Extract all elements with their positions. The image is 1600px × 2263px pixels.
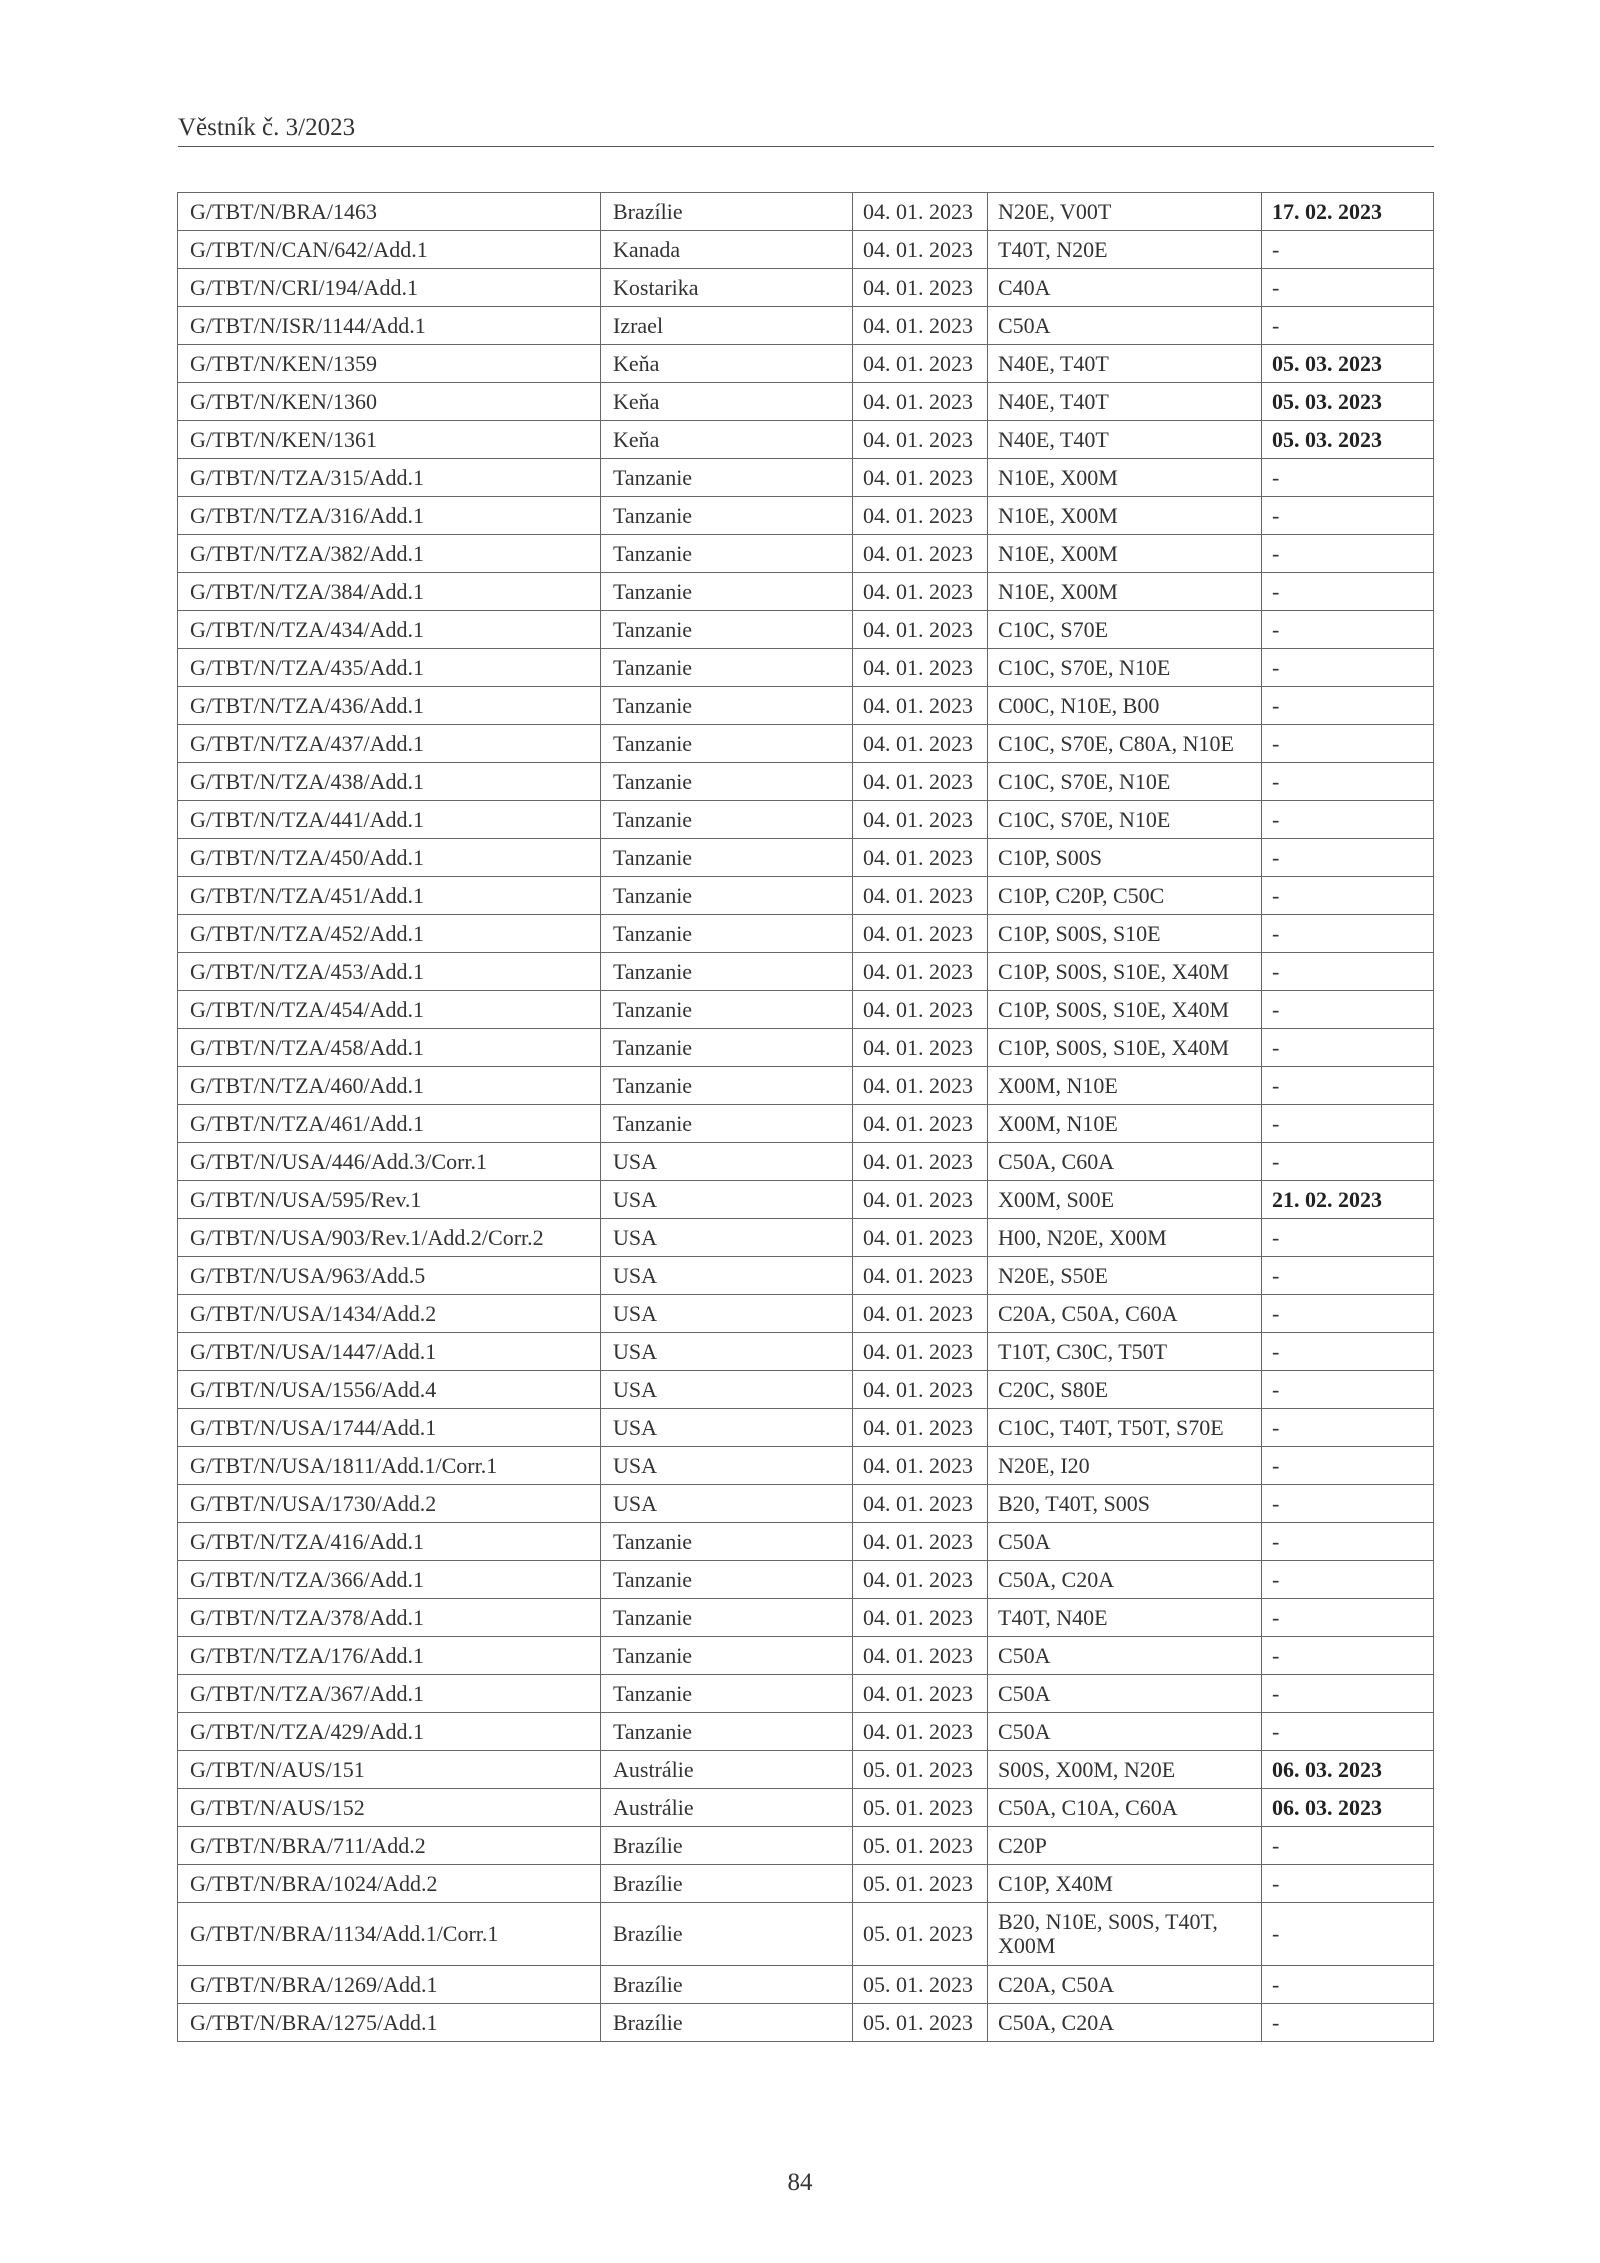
notification-code-cell: G/TBT/N/KEN/1359 xyxy=(178,345,601,383)
product-codes-cell: C50A xyxy=(988,1713,1262,1751)
notification-code-cell: G/TBT/N/TZA/316/Add.1 xyxy=(178,497,601,535)
table-row xyxy=(178,421,1434,459)
product-codes-cell: C10C, S70E, N10E xyxy=(988,763,1262,801)
date-cell: 04. 01. 2023 xyxy=(853,687,988,725)
country-cell: Tanzanie xyxy=(601,459,853,497)
country-cell: Tanzanie xyxy=(601,915,853,953)
notification-code-cell: G/TBT/N/CRI/194/Add.1 xyxy=(178,269,601,307)
date-cell: 04. 01. 2023 xyxy=(853,193,988,231)
deadline-cell: - xyxy=(1262,307,1434,345)
date-cell: 04. 01. 2023 xyxy=(853,231,988,269)
country-cell: Izrael xyxy=(601,307,853,345)
table-row xyxy=(178,1789,1434,1827)
notification-code-cell: G/TBT/N/AUS/151 xyxy=(178,1751,601,1789)
notification-code-cell: G/TBT/N/TZA/450/Add.1 xyxy=(178,839,601,877)
country-cell: USA xyxy=(601,1371,853,1409)
notification-code-cell: G/TBT/N/TZA/451/Add.1 xyxy=(178,877,601,915)
product-codes-cell: C50A xyxy=(988,1675,1262,1713)
date-cell: 04. 01. 2023 xyxy=(853,915,988,953)
product-codes-cell: C40A xyxy=(988,269,1262,307)
date-cell: 04. 01. 2023 xyxy=(853,1219,988,1257)
product-codes-cell: C50A, C60A xyxy=(988,1143,1262,1181)
country-cell: Tanzanie xyxy=(601,1561,853,1599)
notification-code-cell: G/TBT/N/USA/1730/Add.2 xyxy=(178,1485,601,1523)
table-row xyxy=(178,1181,1434,1219)
country-cell: USA xyxy=(601,1181,853,1219)
date-cell: 04. 01. 2023 xyxy=(853,1523,988,1561)
notification-code-cell: G/TBT/N/TZA/453/Add.1 xyxy=(178,953,601,991)
country-cell: Tanzanie xyxy=(601,1523,853,1561)
product-codes-cell: X00M, S00E xyxy=(988,1181,1262,1219)
date-cell: 04. 01. 2023 xyxy=(853,1713,988,1751)
country-cell: Keňa xyxy=(601,421,853,459)
product-codes-cell: B20, T40T, S00S xyxy=(988,1485,1262,1523)
table-row xyxy=(178,1599,1434,1637)
table-row xyxy=(178,839,1434,877)
notification-code-cell: G/TBT/N/CAN/642/Add.1 xyxy=(178,231,601,269)
date-cell: 04. 01. 2023 xyxy=(853,1105,988,1143)
deadline-cell: 05. 03. 2023 xyxy=(1262,421,1434,459)
deadline-cell: - xyxy=(1262,1219,1434,1257)
country-cell: Tanzanie xyxy=(601,1029,853,1067)
date-cell: 04. 01. 2023 xyxy=(853,763,988,801)
country-cell: USA xyxy=(601,1295,853,1333)
deadline-cell: - xyxy=(1262,1067,1434,1105)
product-codes-cell: C50A, C20A xyxy=(988,2004,1262,2042)
table-row xyxy=(178,915,1434,953)
country-cell: Tanzanie xyxy=(601,1067,853,1105)
table-row xyxy=(178,535,1434,573)
country-cell: Kanada xyxy=(601,231,853,269)
notification-code-cell: G/TBT/N/USA/595/Rev.1 xyxy=(178,1181,601,1219)
table-row xyxy=(178,1295,1434,1333)
deadline-cell: - xyxy=(1262,1143,1434,1181)
product-codes-cell: N40E, T40T xyxy=(988,345,1262,383)
country-cell: Tanzanie xyxy=(601,611,853,649)
country-cell: USA xyxy=(601,1219,853,1257)
deadline-cell: - xyxy=(1262,1561,1434,1599)
deadline-cell: - xyxy=(1262,459,1434,497)
deadline-cell: 06. 03. 2023 xyxy=(1262,1789,1434,1827)
product-codes-cell: C50A xyxy=(988,1523,1262,1561)
product-codes-cell: C50A xyxy=(988,1637,1262,1675)
date-cell: 04. 01. 2023 xyxy=(853,1333,988,1371)
notification-code-cell: G/TBT/N/USA/1744/Add.1 xyxy=(178,1409,601,1447)
product-codes-cell: X00M, N10E xyxy=(988,1067,1262,1105)
table-row xyxy=(178,497,1434,535)
notification-code-cell: G/TBT/N/BRA/1269/Add.1 xyxy=(178,1966,601,2004)
page-header xyxy=(178,112,1434,147)
country-cell: Tanzanie xyxy=(601,1599,853,1637)
table-row xyxy=(178,1751,1434,1789)
deadline-cell: - xyxy=(1262,1966,1434,2004)
deadline-cell: - xyxy=(1262,1903,1434,1966)
product-codes-cell: C10P, S00S, S10E, X40M xyxy=(988,1029,1262,1067)
table-row xyxy=(178,307,1434,345)
product-codes-cell: C10P, S00S, S10E, X40M xyxy=(988,991,1262,1029)
product-codes-cell: C20A, C50A, C60A xyxy=(988,1295,1262,1333)
notification-code-cell: G/TBT/N/KEN/1360 xyxy=(178,383,601,421)
product-codes-cell: N20E, I20 xyxy=(988,1447,1262,1485)
deadline-cell: - xyxy=(1262,687,1434,725)
table-row xyxy=(178,649,1434,687)
country-cell: Tanzanie xyxy=(601,801,853,839)
product-codes-cell: C50A, C20A xyxy=(988,1561,1262,1599)
table-row xyxy=(178,1257,1434,1295)
deadline-cell: - xyxy=(1262,725,1434,763)
country-cell: Tanzanie xyxy=(601,497,853,535)
date-cell: 04. 01. 2023 xyxy=(853,269,988,307)
date-cell: 04. 01. 2023 xyxy=(853,725,988,763)
notification-code-cell: G/TBT/N/AUS/152 xyxy=(178,1789,601,1827)
date-cell: 04. 01. 2023 xyxy=(853,459,988,497)
country-cell: Tanzanie xyxy=(601,991,853,1029)
country-cell: Tanzanie xyxy=(601,763,853,801)
deadline-cell: - xyxy=(1262,497,1434,535)
deadline-cell: - xyxy=(1262,915,1434,953)
product-codes-cell: C50A, C10A, C60A xyxy=(988,1789,1262,1827)
table-row xyxy=(178,269,1434,307)
deadline-cell: - xyxy=(1262,953,1434,991)
table-row xyxy=(178,1523,1434,1561)
notification-code-cell: G/TBT/N/BRA/1463 xyxy=(178,193,601,231)
date-cell: 04. 01. 2023 xyxy=(853,991,988,1029)
table-row xyxy=(178,687,1434,725)
deadline-cell: - xyxy=(1262,801,1434,839)
country-cell: Tanzanie xyxy=(601,1713,853,1751)
notification-code-cell: G/TBT/N/TZA/382/Add.1 xyxy=(178,535,601,573)
table-row xyxy=(178,231,1434,269)
date-cell: 04. 01. 2023 xyxy=(853,1447,988,1485)
date-cell: 04. 01. 2023 xyxy=(853,1067,988,1105)
journal-title: Věstník č. 3/2023 xyxy=(178,114,356,141)
product-codes-cell: T10T, C30C, T50T xyxy=(988,1333,1262,1371)
product-codes-cell: C20P xyxy=(988,1827,1262,1865)
table-row xyxy=(178,801,1434,839)
deadline-cell: - xyxy=(1262,1447,1434,1485)
product-codes-cell: C10C, T40T, T50T, S70E xyxy=(988,1409,1262,1447)
date-cell: 04. 01. 2023 xyxy=(853,307,988,345)
notification-code-cell: G/TBT/N/ISR/1144/Add.1 xyxy=(178,307,601,345)
product-codes-cell: C00C, N10E, B00 xyxy=(988,687,1262,725)
table-row xyxy=(178,2004,1434,2042)
deadline-cell: - xyxy=(1262,1523,1434,1561)
table-row xyxy=(178,345,1434,383)
notification-code-cell: G/TBT/N/TZA/458/Add.1 xyxy=(178,1029,601,1067)
country-cell: Brazílie xyxy=(601,2004,853,2042)
notification-code-cell: G/TBT/N/USA/446/Add.3/Corr.1 xyxy=(178,1143,601,1181)
deadline-cell: - xyxy=(1262,1333,1434,1371)
notification-code-cell: G/TBT/N/TZA/176/Add.1 xyxy=(178,1637,601,1675)
deadline-cell: - xyxy=(1262,1713,1434,1751)
notification-code-cell: G/TBT/N/USA/1556/Add.4 xyxy=(178,1371,601,1409)
table-row xyxy=(178,1713,1434,1751)
table-row xyxy=(178,1371,1434,1409)
product-codes-cell: N40E, T40T xyxy=(988,421,1262,459)
product-codes-cell: C50A xyxy=(988,307,1262,345)
country-cell: Austrálie xyxy=(601,1751,853,1789)
notification-code-cell: G/TBT/N/USA/903/Rev.1/Add.2/Corr.2 xyxy=(178,1219,601,1257)
country-cell: Tanzanie xyxy=(601,953,853,991)
country-cell: USA xyxy=(601,1447,853,1485)
table-row xyxy=(178,1903,1434,1966)
table-row xyxy=(178,193,1434,231)
page-number: 84 xyxy=(787,2169,813,2196)
notification-code-cell: G/TBT/N/USA/1447/Add.1 xyxy=(178,1333,601,1371)
date-cell: 04. 01. 2023 xyxy=(853,535,988,573)
country-cell: Tanzanie xyxy=(601,725,853,763)
date-cell: 04. 01. 2023 xyxy=(853,953,988,991)
table-row xyxy=(178,1485,1434,1523)
notification-code-cell: G/TBT/N/TZA/434/Add.1 xyxy=(178,611,601,649)
notification-code-cell: G/TBT/N/TZA/435/Add.1 xyxy=(178,649,601,687)
date-cell: 05. 01. 2023 xyxy=(853,1789,988,1827)
country-cell: USA xyxy=(601,1409,853,1447)
notification-code-cell: G/TBT/N/USA/1434/Add.2 xyxy=(178,1295,601,1333)
deadline-cell: - xyxy=(1262,1485,1434,1523)
date-cell: 05. 01. 2023 xyxy=(853,1865,988,1903)
notification-code-cell: G/TBT/N/BRA/1134/Add.1/Corr.1 xyxy=(178,1903,601,1966)
table-row xyxy=(178,1827,1434,1865)
table-row xyxy=(178,1561,1434,1599)
notification-code-cell: G/TBT/N/TZA/366/Add.1 xyxy=(178,1561,601,1599)
notification-code-cell: G/TBT/N/TZA/441/Add.1 xyxy=(178,801,601,839)
product-codes-cell: C10C, S70E xyxy=(988,611,1262,649)
table-row xyxy=(178,1143,1434,1181)
table-row xyxy=(178,763,1434,801)
product-codes-cell: B20, N10E, S00S, T40T, X00M xyxy=(988,1903,1262,1966)
product-codes-cell: X00M, N10E xyxy=(988,1105,1262,1143)
country-cell: Tanzanie xyxy=(601,1105,853,1143)
notification-code-cell: G/TBT/N/USA/963/Add.5 xyxy=(178,1257,601,1295)
country-cell: Brazílie xyxy=(601,193,853,231)
notification-code-cell: G/TBT/N/TZA/416/Add.1 xyxy=(178,1523,601,1561)
table-row xyxy=(178,1447,1434,1485)
country-cell: Brazílie xyxy=(601,1865,853,1903)
date-cell: 04. 01. 2023 xyxy=(853,1295,988,1333)
table-row xyxy=(178,1333,1434,1371)
date-cell: 04. 01. 2023 xyxy=(853,1257,988,1295)
date-cell: 04. 01. 2023 xyxy=(853,877,988,915)
deadline-cell: - xyxy=(1262,1371,1434,1409)
table-row xyxy=(178,611,1434,649)
country-cell: Tanzanie xyxy=(601,1675,853,1713)
country-cell: Brazílie xyxy=(601,1966,853,2004)
notification-code-cell: G/TBT/N/BRA/711/Add.2 xyxy=(178,1827,601,1865)
notification-code-cell: G/TBT/N/KEN/1361 xyxy=(178,421,601,459)
deadline-cell: 17. 02. 2023 xyxy=(1262,193,1434,231)
deadline-cell: - xyxy=(1262,1675,1434,1713)
country-cell: Tanzanie xyxy=(601,839,853,877)
date-cell: 04. 01. 2023 xyxy=(853,839,988,877)
table-row xyxy=(178,383,1434,421)
deadline-cell: - xyxy=(1262,1295,1434,1333)
date-cell: 04. 01. 2023 xyxy=(853,383,988,421)
product-codes-cell: N20E, S50E xyxy=(988,1257,1262,1295)
product-codes-cell: T40T, N40E xyxy=(988,1599,1262,1637)
product-codes-cell: C10C, S70E, C80A, N10E xyxy=(988,725,1262,763)
table-row xyxy=(178,1409,1434,1447)
date-cell: 05. 01. 2023 xyxy=(853,1966,988,2004)
date-cell: 04. 01. 2023 xyxy=(853,345,988,383)
notification-code-cell: G/TBT/N/TZA/438/Add.1 xyxy=(178,763,601,801)
deadline-cell: - xyxy=(1262,535,1434,573)
date-cell: 04. 01. 2023 xyxy=(853,1675,988,1713)
date-cell: 04. 01. 2023 xyxy=(853,1599,988,1637)
product-codes-cell: T40T, N20E xyxy=(988,231,1262,269)
notification-code-cell: G/TBT/N/TZA/384/Add.1 xyxy=(178,573,601,611)
country-cell: Tanzanie xyxy=(601,535,853,573)
date-cell: 05. 01. 2023 xyxy=(853,1827,988,1865)
product-codes-cell: N20E, V00T xyxy=(988,193,1262,231)
product-codes-cell: C20A, C50A xyxy=(988,1966,1262,2004)
table-row xyxy=(178,1637,1434,1675)
deadline-cell: - xyxy=(1262,231,1434,269)
notification-code-cell: G/TBT/N/BRA/1024/Add.2 xyxy=(178,1865,601,1903)
country-cell: Kostarika xyxy=(601,269,853,307)
country-cell: Tanzanie xyxy=(601,649,853,687)
deadline-cell: - xyxy=(1262,573,1434,611)
product-codes-cell: S00S, X00M, N20E xyxy=(988,1751,1262,1789)
table-row xyxy=(178,1675,1434,1713)
date-cell: 05. 01. 2023 xyxy=(853,1903,988,1966)
deadline-cell: - xyxy=(1262,269,1434,307)
country-cell: Keňa xyxy=(601,345,853,383)
date-cell: 04. 01. 2023 xyxy=(853,1637,988,1675)
notification-code-cell: G/TBT/N/TZA/461/Add.1 xyxy=(178,1105,601,1143)
date-cell: 04. 01. 2023 xyxy=(853,1181,988,1219)
deadline-cell: - xyxy=(1262,991,1434,1029)
product-codes-cell: C10C, S70E, N10E xyxy=(988,649,1262,687)
table-row xyxy=(178,1865,1434,1903)
deadline-cell: - xyxy=(1262,1865,1434,1903)
country-cell: USA xyxy=(601,1333,853,1371)
product-codes-cell: C10P, S00S xyxy=(988,839,1262,877)
date-cell: 04. 01. 2023 xyxy=(853,1143,988,1181)
deadline-cell: - xyxy=(1262,1827,1434,1865)
deadline-cell: 06. 03. 2023 xyxy=(1262,1751,1434,1789)
table-row xyxy=(178,725,1434,763)
country-cell: Austrálie xyxy=(601,1789,853,1827)
country-cell: Tanzanie xyxy=(601,573,853,611)
notification-code-cell: G/TBT/N/USA/1811/Add.1/Corr.1 xyxy=(178,1447,601,1485)
country-cell: Brazílie xyxy=(601,1827,853,1865)
country-cell: Keňa xyxy=(601,383,853,421)
deadline-cell: - xyxy=(1262,1257,1434,1295)
notification-code-cell: G/TBT/N/TZA/367/Add.1 xyxy=(178,1675,601,1713)
deadline-cell: - xyxy=(1262,763,1434,801)
deadline-cell: 21. 02. 2023 xyxy=(1262,1181,1434,1219)
notification-table xyxy=(177,192,1434,2042)
date-cell: 04. 01. 2023 xyxy=(853,573,988,611)
date-cell: 04. 01. 2023 xyxy=(853,421,988,459)
table-row xyxy=(178,459,1434,497)
country-cell: Tanzanie xyxy=(601,1637,853,1675)
product-codes-cell: N40E, T40T xyxy=(988,383,1262,421)
deadline-cell: - xyxy=(1262,877,1434,915)
deadline-cell: - xyxy=(1262,1599,1434,1637)
notification-code-cell: G/TBT/N/TZA/315/Add.1 xyxy=(178,459,601,497)
deadline-cell: - xyxy=(1262,1105,1434,1143)
deadline-cell: - xyxy=(1262,1637,1434,1675)
date-cell: 04. 01. 2023 xyxy=(853,1561,988,1599)
product-codes-cell: N10E, X00M xyxy=(988,535,1262,573)
notification-code-cell: G/TBT/N/TZA/460/Add.1 xyxy=(178,1067,601,1105)
date-cell: 04. 01. 2023 xyxy=(853,1371,988,1409)
country-cell: Tanzanie xyxy=(601,687,853,725)
notification-code-cell: G/TBT/N/TZA/429/Add.1 xyxy=(178,1713,601,1751)
table-row xyxy=(178,991,1434,1029)
date-cell: 04. 01. 2023 xyxy=(853,1485,988,1523)
deadline-cell: - xyxy=(1262,1029,1434,1067)
table-row xyxy=(178,1029,1434,1067)
table-row xyxy=(178,1067,1434,1105)
notification-code-cell: G/TBT/N/TZA/452/Add.1 xyxy=(178,915,601,953)
notification-table-body xyxy=(178,193,1434,2042)
product-codes-cell: N10E, X00M xyxy=(988,573,1262,611)
notification-code-cell: G/TBT/N/TZA/436/Add.1 xyxy=(178,687,601,725)
product-codes-cell: C10P, S00S, S10E xyxy=(988,915,1262,953)
product-codes-cell: C10C, S70E, N10E xyxy=(988,801,1262,839)
date-cell: 04. 01. 2023 xyxy=(853,801,988,839)
product-codes-cell: C10P, C20P, C50C xyxy=(988,877,1262,915)
product-codes-cell: C10P, S00S, S10E, X40M xyxy=(988,953,1262,991)
date-cell: 05. 01. 2023 xyxy=(853,2004,988,2042)
product-codes-cell: C20C, S80E xyxy=(988,1371,1262,1409)
table-row xyxy=(178,573,1434,611)
product-codes-cell: N10E, X00M xyxy=(988,459,1262,497)
date-cell: 05. 01. 2023 xyxy=(853,1751,988,1789)
country-cell: Tanzanie xyxy=(601,877,853,915)
deadline-cell: - xyxy=(1262,2004,1434,2042)
product-codes-cell: N10E, X00M xyxy=(988,497,1262,535)
date-cell: 04. 01. 2023 xyxy=(853,1029,988,1067)
country-cell: USA xyxy=(601,1485,853,1523)
product-codes-cell: C10P, X40M xyxy=(988,1865,1262,1903)
deadline-cell: - xyxy=(1262,611,1434,649)
notification-code-cell: G/TBT/N/TZA/454/Add.1 xyxy=(178,991,601,1029)
notification-code-cell: G/TBT/N/TZA/378/Add.1 xyxy=(178,1599,601,1637)
country-cell: Brazílie xyxy=(601,1903,853,1966)
date-cell: 04. 01. 2023 xyxy=(853,649,988,687)
table-row xyxy=(178,953,1434,991)
deadline-cell: 05. 03. 2023 xyxy=(1262,383,1434,421)
date-cell: 04. 01. 2023 xyxy=(853,497,988,535)
notification-code-cell: G/TBT/N/BRA/1275/Add.1 xyxy=(178,2004,601,2042)
table-row xyxy=(178,1219,1434,1257)
deadline-cell: - xyxy=(1262,839,1434,877)
date-cell: 04. 01. 2023 xyxy=(853,1409,988,1447)
country-cell: USA xyxy=(601,1143,853,1181)
table-row xyxy=(178,877,1434,915)
deadline-cell: - xyxy=(1262,649,1434,687)
table-row xyxy=(178,1966,1434,2004)
country-cell: USA xyxy=(601,1257,853,1295)
deadline-cell: - xyxy=(1262,1409,1434,1447)
notification-code-cell: G/TBT/N/TZA/437/Add.1 xyxy=(178,725,601,763)
date-cell: 04. 01. 2023 xyxy=(853,611,988,649)
table-row xyxy=(178,1105,1434,1143)
deadline-cell: 05. 03. 2023 xyxy=(1262,345,1434,383)
product-codes-cell: H00, N20E, X00M xyxy=(988,1219,1262,1257)
